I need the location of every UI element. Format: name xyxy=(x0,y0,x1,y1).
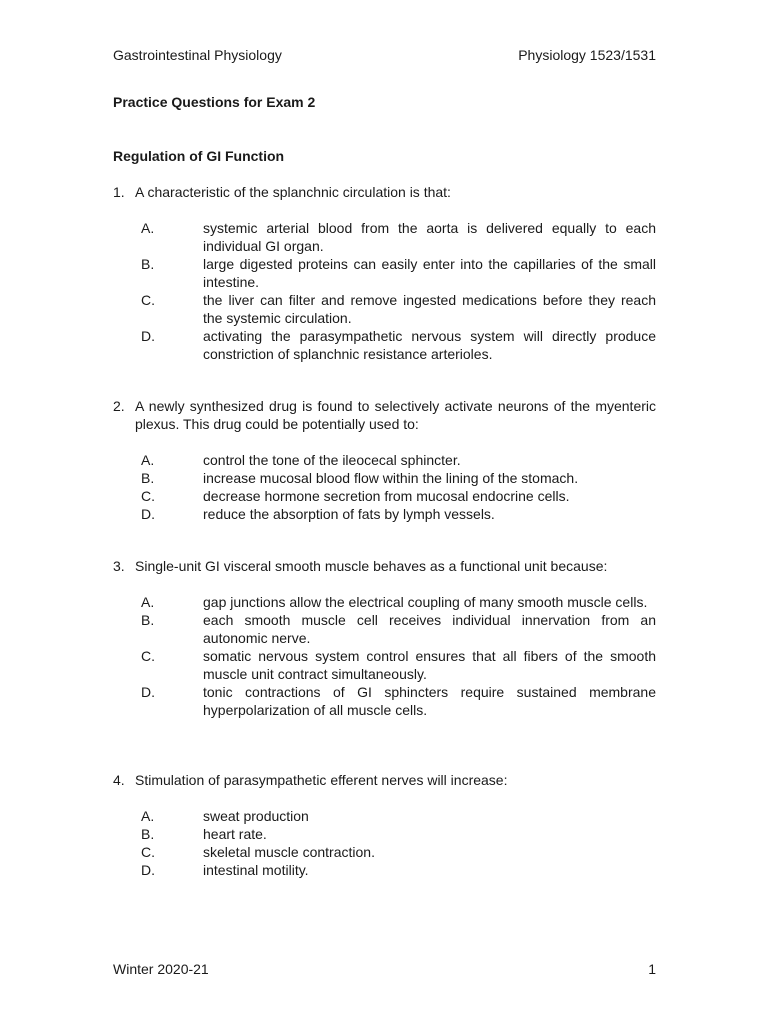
question-text: Single-unit GI visceral smooth muscle behaves as a functional unit because: xyxy=(135,558,608,574)
answer-options xyxy=(113,593,656,719)
footer-term: Winter 2020-21 xyxy=(113,961,209,977)
option-letter: B. xyxy=(141,256,155,272)
option-text: tonic contractions of GI sphincters require sustained membrane hyperpolarization of all muscle cells. xyxy=(203,684,656,718)
question-text: A characteristic of the splanchnic circulation is that: xyxy=(135,184,451,200)
header-course-code: Physiology 1523/1531 xyxy=(518,47,656,63)
option-letter: D. xyxy=(141,328,155,344)
option-letter: C. xyxy=(141,488,155,504)
option-letter: C. xyxy=(141,648,155,664)
option-text: control the tone of the ileocecal sphincter. xyxy=(203,452,461,468)
option-letter: D. xyxy=(141,862,155,878)
answer-option-d xyxy=(113,505,656,523)
question-stem xyxy=(113,557,656,575)
option-text: decrease hormone secretion from mucosal endocrine cells. xyxy=(203,488,570,504)
question-stem xyxy=(113,771,656,789)
answer-options xyxy=(113,451,656,523)
question-2 xyxy=(113,397,656,523)
page-footer xyxy=(113,960,656,978)
answer-options xyxy=(113,219,656,363)
option-text: somatic nervous system control ensures that all fibers of the smooth muscle unit contract simultaneously. xyxy=(203,648,656,682)
option-text: sweat production xyxy=(203,808,309,824)
answer-option-b xyxy=(113,469,656,487)
question-3 xyxy=(113,557,656,719)
option-text: intestinal motility. xyxy=(203,862,309,878)
question-number: 1. xyxy=(113,184,125,200)
answer-option-c xyxy=(113,843,656,861)
answer-option-a xyxy=(113,451,656,469)
option-letter: B. xyxy=(141,612,155,628)
option-letter: A. xyxy=(141,452,155,468)
question-1 xyxy=(113,183,656,363)
answer-options xyxy=(113,807,656,879)
answer-option-c xyxy=(113,647,656,683)
option-text: skeletal muscle contraction. xyxy=(203,844,375,860)
option-text: gap junctions allow the electrical coupling of many smooth muscle cells. xyxy=(203,594,648,610)
option-text: increase mucosal blood flow within the lining of the stomach. xyxy=(203,470,579,486)
answer-option-b xyxy=(113,255,656,291)
question-text: Stimulation of parasympathetic efferent nerves will increase: xyxy=(135,772,508,788)
option-letter: C. xyxy=(141,292,155,308)
question-stem xyxy=(113,397,656,433)
question-4 xyxy=(113,771,656,879)
question-number: 2. xyxy=(113,398,125,414)
option-text: systemic arterial blood from the aorta is delivered equally to each individual GI organ. xyxy=(203,220,656,254)
option-letter: D. xyxy=(141,684,155,700)
answer-option-a xyxy=(113,807,656,825)
answer-option-d xyxy=(113,327,656,363)
page-number: 1 xyxy=(648,961,656,977)
answer-option-c xyxy=(113,487,656,505)
answer-option-b xyxy=(113,611,656,647)
option-letter: C. xyxy=(141,844,155,860)
option-text: reduce the absorption of fats by lymph vessels. xyxy=(203,506,495,522)
answer-option-c xyxy=(113,291,656,327)
option-letter: A. xyxy=(141,594,155,610)
answer-option-b xyxy=(113,825,656,843)
answer-option-a xyxy=(113,219,656,255)
option-letter: D. xyxy=(141,506,155,522)
option-letter: A. xyxy=(141,220,155,236)
answer-option-d xyxy=(113,683,656,719)
option-text: large digested proteins can easily enter into the capillaries of the small intestine. xyxy=(203,256,656,290)
section-heading: Regulation of GI Function xyxy=(113,148,285,164)
header-course-title: Gastrointestinal Physiology xyxy=(113,47,282,63)
option-letter: B. xyxy=(141,470,155,486)
answer-option-a xyxy=(113,593,656,611)
question-number: 3. xyxy=(113,558,125,574)
document-title: Practice Questions for Exam 2 xyxy=(113,94,316,110)
option-letter: A. xyxy=(141,808,155,824)
question-stem xyxy=(113,183,656,201)
answer-option-d xyxy=(113,861,656,879)
option-text: each smooth muscle cell receives individual innervation from an autonomic nerve. xyxy=(203,612,656,646)
option-text: activating the parasympathetic nervous system will directly produce constriction of splanchnic resistance arterioles. xyxy=(203,328,656,362)
question-number: 4. xyxy=(113,772,125,788)
question-text: A newly synthesized drug is found to selectively activate neurons of the myenteric plexus. This drug could be potentially used to: xyxy=(135,398,656,432)
option-text: heart rate. xyxy=(203,826,267,842)
page-header xyxy=(113,46,656,64)
option-letter: B. xyxy=(141,826,155,842)
option-text: the liver can filter and remove ingested medications before they reach the systemic circulation. xyxy=(203,292,656,326)
